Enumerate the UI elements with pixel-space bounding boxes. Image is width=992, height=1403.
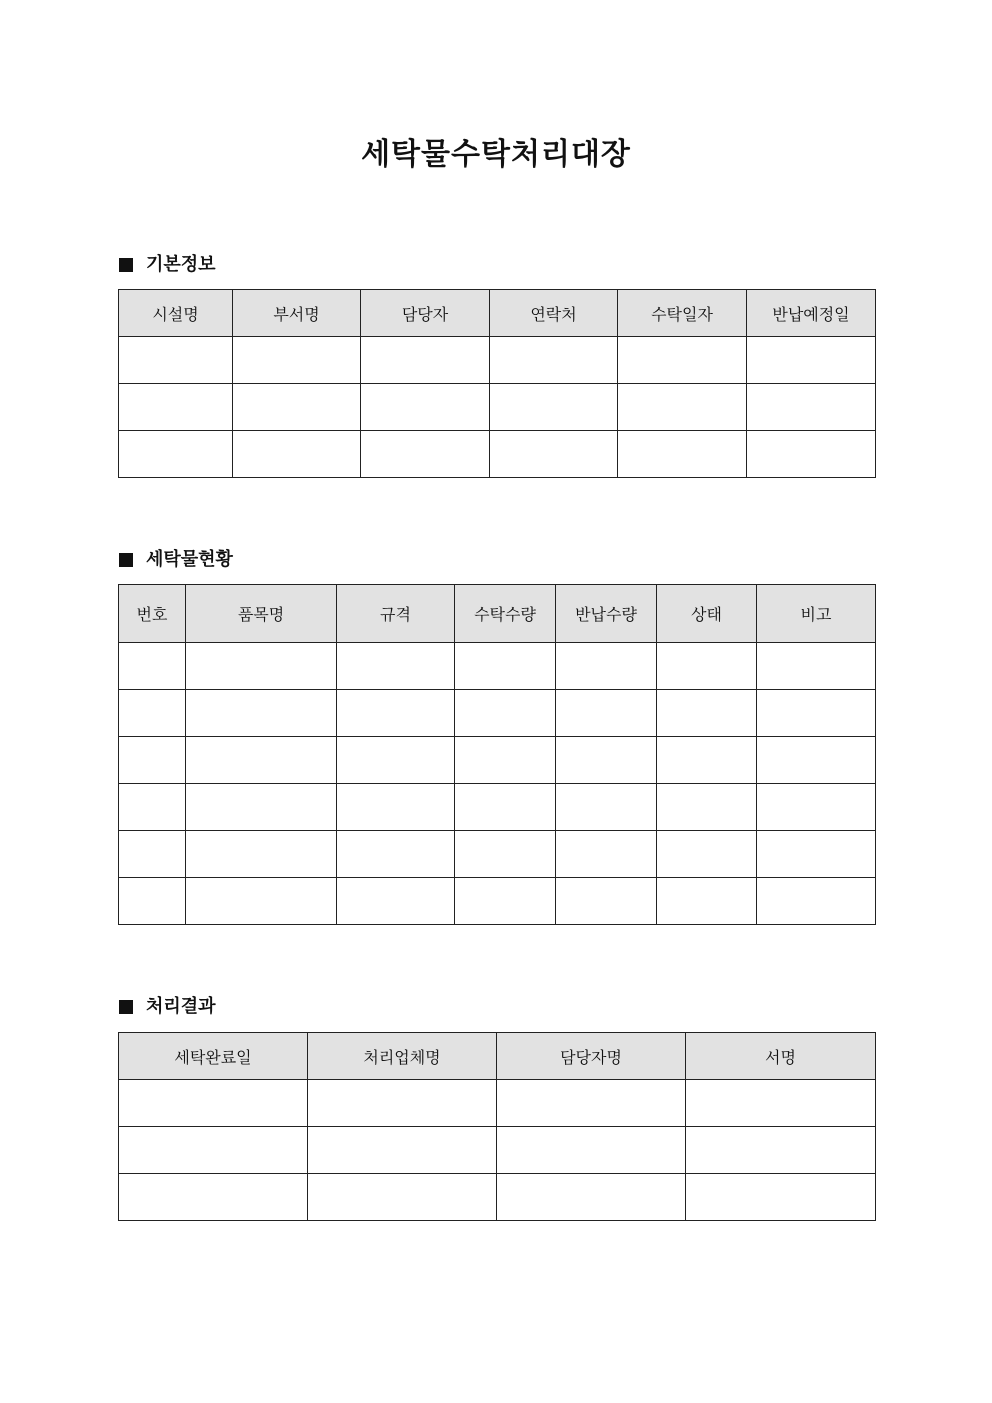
- table-cell[interactable]: [186, 784, 337, 831]
- table-cell[interactable]: [119, 384, 233, 431]
- table-cell[interactable]: [757, 784, 876, 831]
- table-cell[interactable]: [757, 878, 876, 925]
- table-cell[interactable]: [618, 384, 747, 431]
- table-cell[interactable]: [455, 690, 556, 737]
- column-header: 번호: [119, 585, 186, 643]
- table-cell[interactable]: [455, 643, 556, 690]
- table-cell[interactable]: [119, 337, 233, 384]
- table-cell[interactable]: [186, 690, 337, 737]
- section-heading-laundry-label: 세탁물현황: [146, 549, 233, 570]
- table-cell[interactable]: [455, 784, 556, 831]
- table-cell[interactable]: [757, 831, 876, 878]
- column-header: 상태: [657, 585, 757, 643]
- table-cell[interactable]: [556, 831, 657, 878]
- table-row: [119, 831, 876, 878]
- table-cell[interactable]: [119, 1174, 308, 1221]
- table-row: [119, 337, 876, 384]
- table-cell[interactable]: [337, 690, 455, 737]
- table-cell[interactable]: [455, 737, 556, 784]
- table-cell[interactable]: [490, 337, 618, 384]
- table-cell[interactable]: [233, 431, 361, 478]
- table-cell[interactable]: [497, 1127, 686, 1174]
- table-cell[interactable]: [657, 784, 757, 831]
- table-cell[interactable]: [337, 784, 455, 831]
- column-header: 연락처: [490, 290, 618, 337]
- table-cell[interactable]: [119, 1080, 308, 1127]
- section-heading-laundry: [119, 548, 233, 572]
- table-cell[interactable]: [686, 1080, 876, 1127]
- column-header: 처리업체명: [308, 1033, 497, 1080]
- table-header-row: [119, 1033, 876, 1080]
- table-cell[interactable]: [119, 831, 186, 878]
- basic-info-table: [118, 289, 876, 478]
- table-cell[interactable]: [455, 831, 556, 878]
- table-cell[interactable]: [186, 831, 337, 878]
- section-heading-basic-label: 기본정보: [146, 254, 216, 275]
- table-cell[interactable]: [556, 878, 657, 925]
- table-cell[interactable]: [361, 337, 490, 384]
- table-cell[interactable]: [747, 337, 876, 384]
- table-row: [119, 737, 876, 784]
- table-cell[interactable]: [490, 431, 618, 478]
- table-row: [119, 1080, 876, 1127]
- table-cell[interactable]: [497, 1174, 686, 1221]
- table-cell[interactable]: [186, 643, 337, 690]
- square-bullet-icon: [119, 258, 133, 272]
- section-heading-result-label: 처리결과: [146, 996, 216, 1017]
- table-cell[interactable]: [657, 643, 757, 690]
- table-cell[interactable]: [747, 384, 876, 431]
- table-row: [119, 431, 876, 478]
- table-cell[interactable]: [757, 643, 876, 690]
- table-cell[interactable]: [361, 384, 490, 431]
- table-cell[interactable]: [119, 784, 186, 831]
- column-header: 서명: [686, 1033, 876, 1080]
- table-cell[interactable]: [686, 1127, 876, 1174]
- square-bullet-icon: [119, 1000, 133, 1014]
- table-cell[interactable]: [657, 690, 757, 737]
- processing-result-table: [118, 1032, 876, 1221]
- table-cell[interactable]: [233, 384, 361, 431]
- table-cell[interactable]: [618, 337, 747, 384]
- table-row: [119, 784, 876, 831]
- table-row: [119, 1174, 876, 1221]
- table-row: [119, 1127, 876, 1174]
- table-cell[interactable]: [119, 690, 186, 737]
- table-cell[interactable]: [757, 690, 876, 737]
- table-cell[interactable]: [497, 1080, 686, 1127]
- column-header: 품목명: [186, 585, 337, 643]
- table-cell[interactable]: [747, 431, 876, 478]
- section-heading-basic: [119, 253, 216, 277]
- column-header: 담당자명: [497, 1033, 686, 1080]
- table-header-row: [119, 290, 876, 337]
- table-cell[interactable]: [490, 384, 618, 431]
- column-header: 반납수량: [556, 585, 657, 643]
- table-cell[interactable]: [337, 878, 455, 925]
- column-header: 비고: [757, 585, 876, 643]
- square-bullet-icon: [119, 553, 133, 567]
- table-cell[interactable]: [361, 431, 490, 478]
- table-cell[interactable]: [119, 1127, 308, 1174]
- table-cell[interactable]: [119, 737, 186, 784]
- table-cell[interactable]: [119, 878, 186, 925]
- table-cell[interactable]: [757, 737, 876, 784]
- column-header: 담당자: [361, 290, 490, 337]
- document-title: 세탁물수탁처리대장: [361, 137, 631, 172]
- table-row: [119, 878, 876, 925]
- table-cell[interactable]: [233, 337, 361, 384]
- table-cell[interactable]: [657, 831, 757, 878]
- table-cell[interactable]: [337, 643, 455, 690]
- column-header: 반납예정일: [747, 290, 876, 337]
- column-header: 규격: [337, 585, 455, 643]
- table-cell[interactable]: [308, 1127, 497, 1174]
- section-heading-result: [119, 995, 216, 1019]
- column-header: 부서명: [233, 290, 361, 337]
- table-cell[interactable]: [455, 878, 556, 925]
- table-cell[interactable]: [556, 690, 657, 737]
- table-cell[interactable]: [119, 431, 233, 478]
- table-row: [119, 384, 876, 431]
- table-cell[interactable]: [119, 643, 186, 690]
- table-cell[interactable]: [657, 878, 757, 925]
- table-cell[interactable]: [556, 784, 657, 831]
- table-cell[interactable]: [308, 1174, 497, 1221]
- table-cell[interactable]: [308, 1080, 497, 1127]
- table-cell[interactable]: [337, 737, 455, 784]
- table-cell[interactable]: [556, 737, 657, 784]
- table-cell[interactable]: [337, 831, 455, 878]
- column-header: 세탁완료일: [119, 1033, 308, 1080]
- column-header: 시설명: [119, 290, 233, 337]
- table-row: [119, 690, 876, 737]
- table-cell[interactable]: [618, 431, 747, 478]
- table-cell[interactable]: [686, 1174, 876, 1221]
- table-cell[interactable]: [657, 737, 757, 784]
- table-row: [119, 643, 876, 690]
- table-cell[interactable]: [556, 643, 657, 690]
- column-header: 수탁일자: [618, 290, 747, 337]
- table-cell[interactable]: [186, 737, 337, 784]
- column-header: 수탁수량: [455, 585, 556, 643]
- table-header-row: [119, 585, 876, 643]
- laundry-status-table: [118, 584, 876, 925]
- table-cell[interactable]: [186, 878, 337, 925]
